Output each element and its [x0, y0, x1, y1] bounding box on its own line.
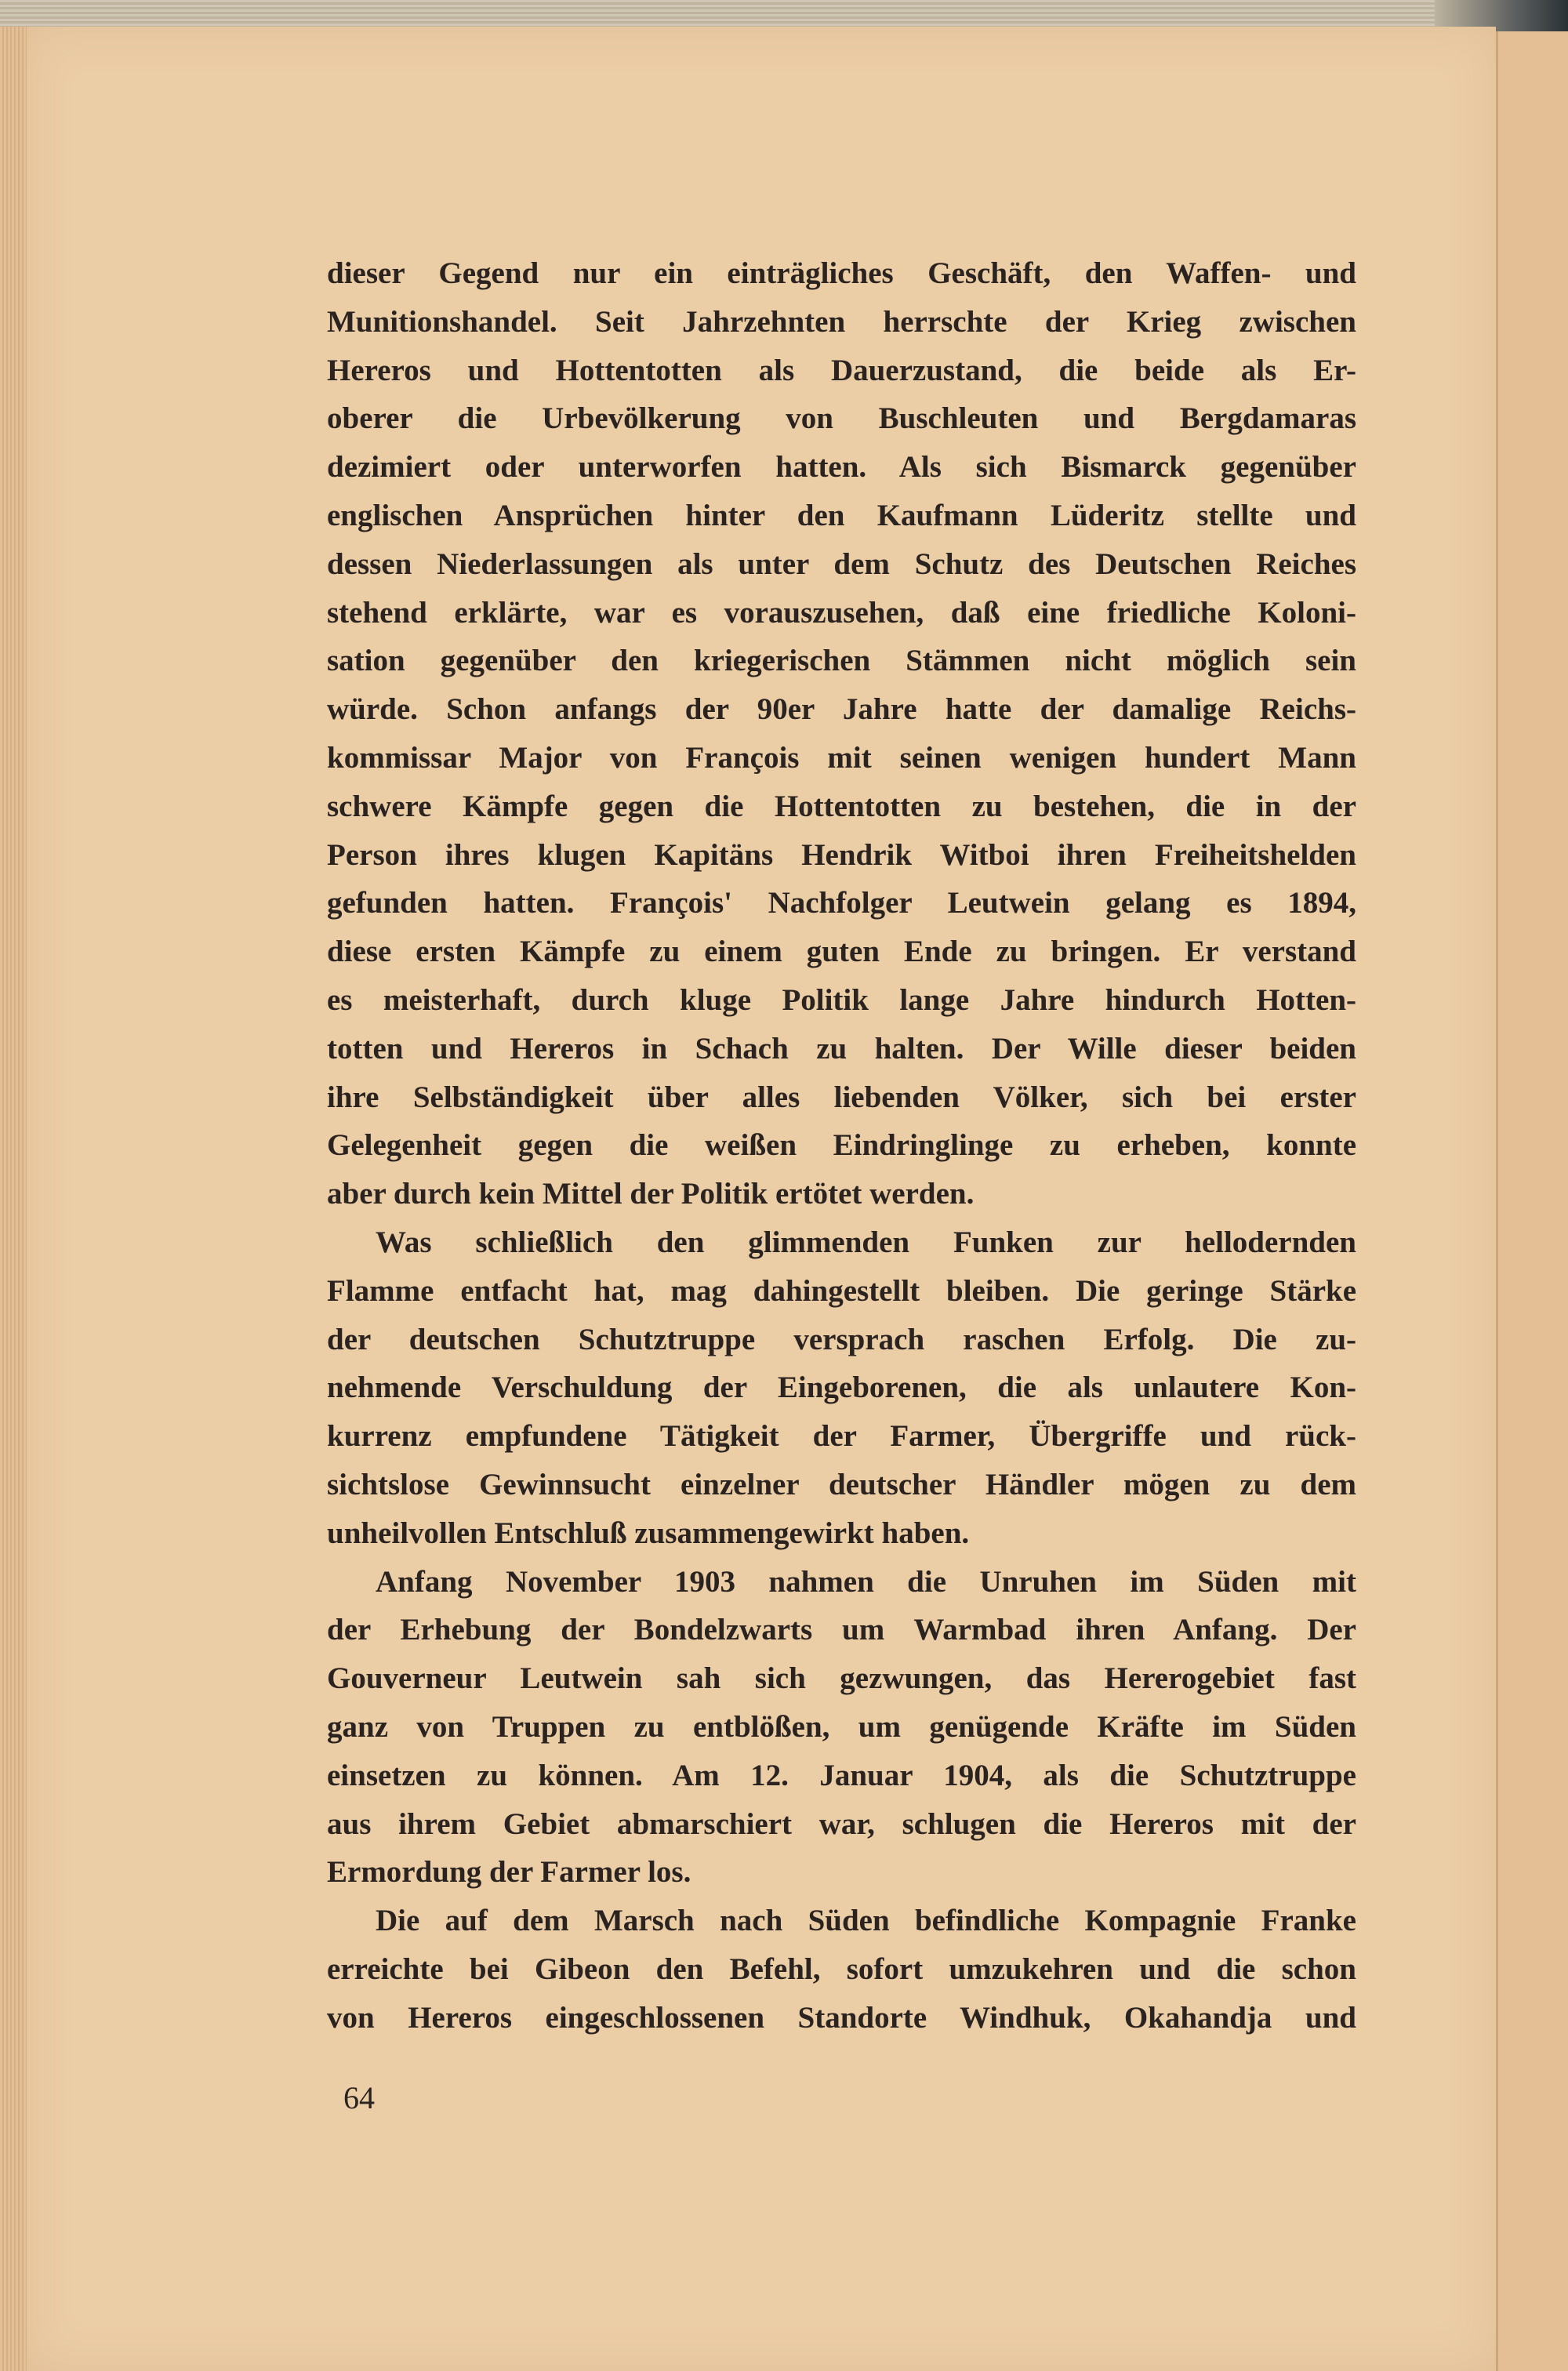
book-spine-cloth: [0, 0, 1568, 27]
text-line: kommissar Major von François mit seinen wenigen hundert Mann: [327, 740, 1356, 775]
text-line: es meisterhaft, durch kluge Politik lange Jahre hindurch Hotten-: [327, 982, 1356, 1017]
text-line: sation gegenüber den kriegerischen Stämmen nicht möglich sein: [327, 644, 1356, 678]
text-line: der deutschen Schutztruppe versprach raschen Erfolg. Die zu-: [327, 1322, 1356, 1356]
page-number: 64: [343, 2080, 375, 2115]
text-line: oberer die Urbevölkerung von Buschleuten und Bergdamaras: [327, 401, 1356, 436]
text-line: Munitionshandel. Seit Jahrzehnten herrschte der Krieg zwischen: [327, 304, 1356, 339]
text-line: diese ersten Kämpfe zu einem guten Ende zu bringen. Er verstand: [327, 935, 1356, 969]
text-line: aus ihrem Gebiet abmarschiert war, schlugen die Hereros mit der: [327, 1806, 1356, 1841]
text-line: englischen Ansprüchen hinter den Kaufmann Lüderitz stellte und: [327, 498, 1356, 532]
text-line: Hereros und Hottentotten als Dauerzustand, die beide als Er-: [327, 353, 1356, 387]
text-line: ganz von Truppen zu entblößen, um genügende Kräfte im Süden: [327, 1709, 1356, 1744]
text-line: nehmende Verschuldung der Eingeborenen, die als unlautere Kon-: [327, 1371, 1356, 1405]
text-line: schwere Kämpfe gegen die Hottentotten zu bestehen, die in der: [327, 789, 1356, 823]
text-line: Ermordung der Farmer los.: [327, 1855, 691, 1890]
text-line: Die auf dem Marsch nach Süden befindliche Kompagnie Franke: [376, 1904, 1356, 1938]
text-line: einsetzen zu können. Am 12. Januar 1904, als die Schutztruppe: [327, 1758, 1356, 1792]
paragraph: [327, 249, 1356, 1218]
paragraph: [327, 1897, 1356, 2042]
text-line: dieser Gegend nur ein einträgliches Geschäft, den Waffen- und: [327, 256, 1356, 290]
paragraph: [327, 1558, 1356, 1897]
text-line: stehend erklärte, war es vorauszusehen, daß eine friedliche Koloni-: [327, 595, 1356, 630]
text-line: Gouverneur Leutwein sah sich gezwungen, das Hererogebiet fast: [327, 1661, 1356, 1696]
text-line: Person ihres klugen Kapitäns Hendrik Witboi ihren Freiheitshelden: [327, 837, 1356, 872]
text-line: gefunden hatten. François' Nachfolger Leutwein gelang es 1894,: [327, 886, 1356, 920]
adjacent-page-edge: [1496, 31, 1568, 2371]
text-line: Was schließlich den glimmenden Funken zur hellodernden: [376, 1225, 1356, 1259]
page-edges: [0, 27, 27, 2371]
text-line: erreichte bei Gibeon den Befehl, sofort umzukehren und die schon: [327, 1952, 1356, 1986]
text-line: Gelegenheit gegen die weißen Eindringlinge zu erheben, konnte: [327, 1128, 1356, 1163]
text-line: totten und Hereros in Schach zu halten. Der Wille dieser beiden: [327, 1031, 1356, 1066]
text-line: aber durch kein Mittel der Politik ertötet werden.: [327, 1177, 975, 1211]
text-line: der Erhebung der Bondelzwarts um Warmbad ihren Anfang. Der: [327, 1613, 1356, 1647]
body-text: [327, 249, 1356, 2042]
text-line: Anfang November 1903 nahmen die Unruhen im Süden mit: [376, 1564, 1356, 1599]
text-line: unheilvollen Entschluß zusammengewirkt haben.: [327, 1516, 970, 1550]
paragraph: [327, 1218, 1356, 1558]
text-line: von Hereros eingeschlossenen Standorte Windhuk, Okahandja und: [327, 2000, 1356, 2035]
text-line: dezimiert oder unterworfen hatten. Als sich Bismarck gegenüber: [327, 450, 1356, 485]
text-line: sichtslose Gewinnsucht einzelner deutscher Händler mögen zu dem: [327, 1467, 1356, 1501]
text-line: kurrenz empfundene Tätigkeit der Farmer, Übergriffe und rück-: [327, 1419, 1356, 1454]
text-line: würde. Schon anfangs der 90er Jahre hatte der damalige Reichs-: [327, 692, 1356, 727]
text-line: ihre Selbständigkeit über alles liebenden Völker, sich bei erster: [327, 1080, 1356, 1114]
text-line: Flamme entfacht hat, mag dahingestellt bleiben. Die geringe Stärke: [327, 1273, 1356, 1308]
text-line: dessen Niederlassungen als unter dem Schutz des Deutschen Reiches: [327, 546, 1356, 581]
